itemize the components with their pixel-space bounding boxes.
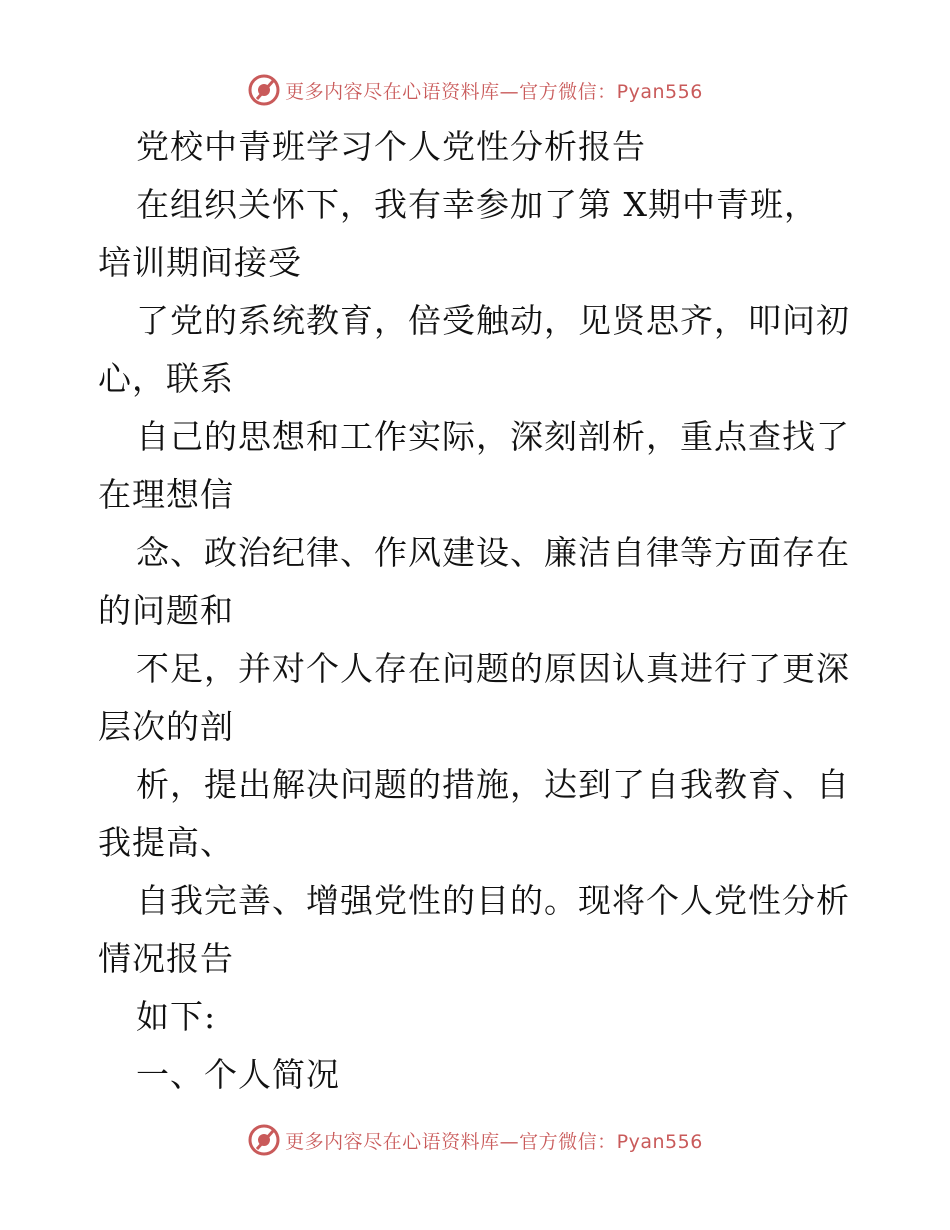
text-line: 培训期间接受 (98, 243, 302, 282)
header-watermark (0, 70, 950, 110)
text-line: 党校中青班学习个人党性分析报告 (136, 127, 646, 166)
watermark-text: 更多内容尽在心语资料库—官方微信：Pyan556 (285, 1130, 703, 1153)
text-line: 心，联系 (98, 359, 234, 398)
text-line: 在理想信 (98, 475, 234, 514)
text-line: 析，提出解决问题的措施，达到了自我教育、自 (136, 765, 850, 804)
text-line: 层次的剖 (98, 707, 234, 746)
text-line: 在组织关怀下，我有幸参加了第 X期中青班， (136, 185, 818, 224)
logo-icon (247, 1123, 281, 1157)
logo-icon (247, 73, 281, 107)
text-line: 念、政治纪律、作风建设、廉洁自律等方面存在 (136, 533, 850, 572)
footer-watermark (0, 1120, 950, 1160)
text-line: 自我完善、增强党性的目的。现将个人党性分析 (136, 881, 850, 920)
text-line: 的问题和 (98, 591, 234, 630)
text-line: 自己的思想和工作实际，深刻剖析，重点查找了 (136, 417, 850, 456)
text-line: 情况报告 (98, 939, 234, 978)
text-line: 我提高、 (98, 823, 234, 862)
text-line: 如下: (136, 997, 217, 1036)
text-line: 不足，并对个人存在问题的原因认真进行了更深 (136, 649, 850, 688)
watermark-text: 更多内容尽在心语资料库—官方微信：Pyan556 (285, 80, 703, 103)
document-body (98, 118, 858, 1104)
text-line: 了党的系统教育，倍受触动，见贤思齐，叩问初 (136, 301, 850, 340)
text-line: 一、个人简况 (136, 1055, 340, 1094)
